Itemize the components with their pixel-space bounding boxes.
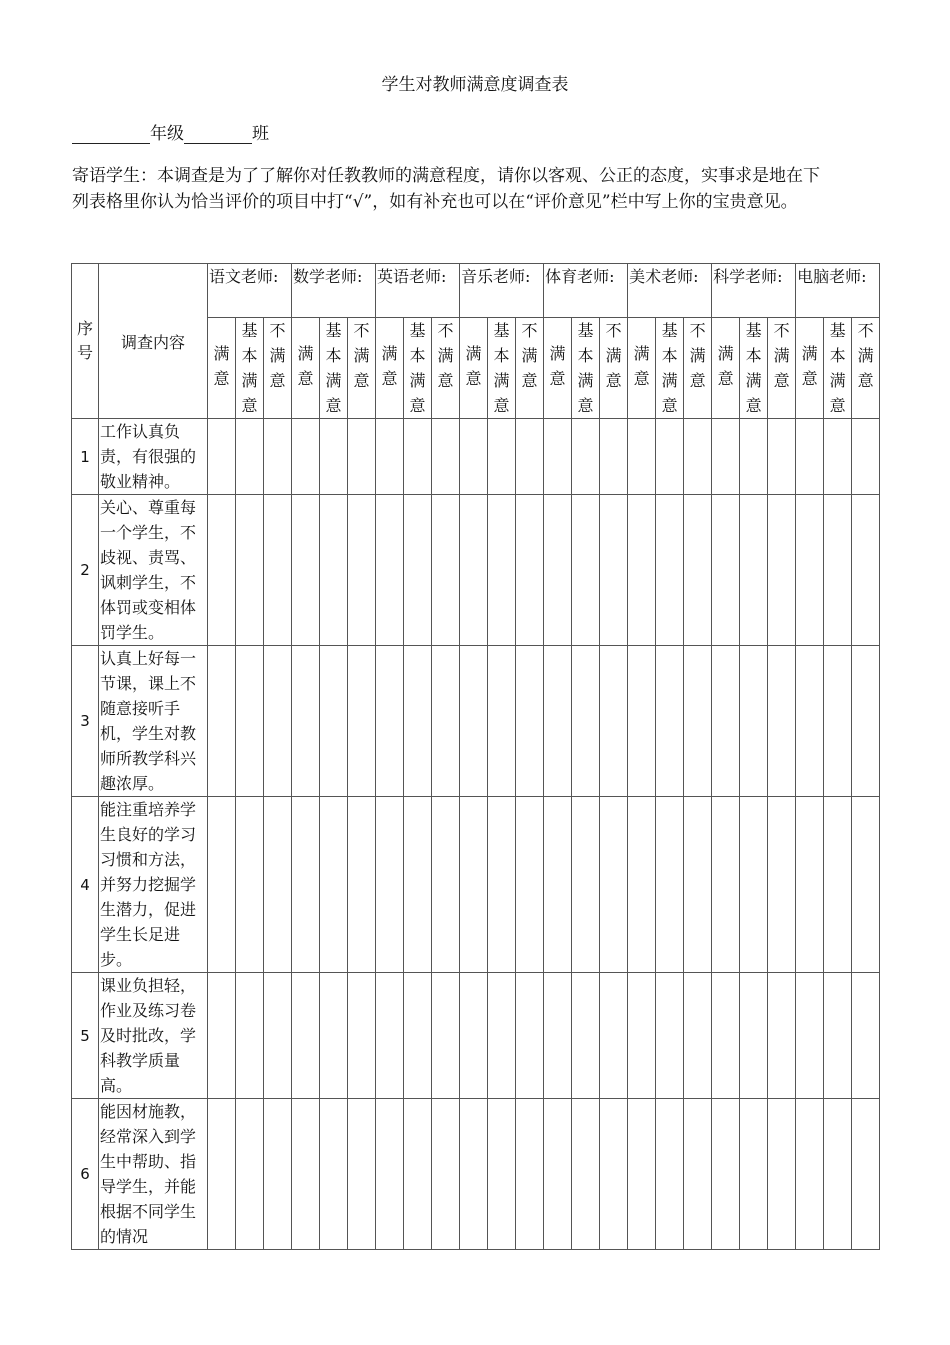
class-label: 班: [252, 124, 269, 144]
rating-cell[interactable]: [824, 797, 852, 973]
rating-cell[interactable]: [320, 797, 348, 973]
rating-cell[interactable]: [292, 646, 320, 797]
option-header: 满意: [208, 318, 236, 419]
rating-cell[interactable]: [236, 419, 264, 495]
row-content: 关心、尊重每一个学生，不歧视、责骂、讽刺学生，不体罚或变相体罚学生。: [99, 495, 208, 646]
table-row: [72, 495, 880, 646]
rating-cell[interactable]: [348, 973, 376, 1099]
rating-cell[interactable]: [656, 646, 684, 797]
rating-cell[interactable]: [264, 419, 292, 495]
rating-cell[interactable]: [320, 495, 348, 646]
rating-cell[interactable]: [264, 646, 292, 797]
rating-cell[interactable]: [628, 495, 656, 646]
rating-cell[interactable]: [740, 495, 768, 646]
rating-cell[interactable]: [516, 646, 544, 797]
header-row-teachers: [72, 264, 880, 318]
rating-cell[interactable]: [460, 495, 488, 646]
row-number: 6: [72, 1099, 99, 1250]
rating-cell[interactable]: [684, 495, 712, 646]
rating-cell[interactable]: [768, 419, 796, 495]
rating-cell[interactable]: [264, 495, 292, 646]
option-header: 基本满意: [824, 318, 852, 419]
rating-cell[interactable]: [600, 646, 628, 797]
rating-cell[interactable]: [712, 797, 740, 973]
teacher-header: 语文老师:: [208, 264, 292, 318]
class-blank[interactable]: [184, 125, 252, 144]
rating-cell[interactable]: [656, 797, 684, 973]
rating-cell[interactable]: [348, 495, 376, 646]
row-content: 认真上好每一节课，课上不随意接听手机，学生对教师所教学科兴趣浓厚。: [99, 646, 208, 797]
rating-cell[interactable]: [572, 1099, 600, 1250]
rating-cell[interactable]: [376, 646, 404, 797]
rating-cell[interactable]: [292, 973, 320, 1099]
row-content: 工作认真负责，有很强的敬业精神。: [99, 419, 208, 495]
rating-cell[interactable]: [544, 797, 572, 973]
teacher-header: 音乐老师:: [460, 264, 544, 318]
rating-cell[interactable]: [264, 973, 292, 1099]
rating-cell[interactable]: [712, 419, 740, 495]
option-header: 满意: [460, 318, 488, 419]
rating-cell[interactable]: [796, 797, 824, 973]
rating-cell[interactable]: [600, 495, 628, 646]
intro-text: 寄语学生：本调查是为了了解你对任教教师的满意程度，请你以客观、公正的态度，实事求是地在下列表格里你认为恰当评价的项目中打“√”，如有补充也可以在“评价意见”栏中写上你的宝贵意见。: [72, 166, 820, 212]
rating-cell[interactable]: [208, 646, 236, 797]
row-number: 3: [72, 646, 99, 797]
table-row: [72, 646, 880, 797]
rating-cell[interactable]: [572, 973, 600, 1099]
rating-cell[interactable]: [572, 797, 600, 973]
grade-label: 年级: [150, 124, 184, 144]
teacher-header: 电脑老师:: [796, 264, 880, 318]
rating-cell[interactable]: [712, 646, 740, 797]
rating-cell[interactable]: [768, 973, 796, 1099]
rating-cell[interactable]: [740, 973, 768, 1099]
rating-cell[interactable]: [236, 646, 264, 797]
option-header: 不满意: [516, 318, 544, 419]
rating-cell[interactable]: [712, 495, 740, 646]
rating-cell[interactable]: [740, 797, 768, 973]
rating-cell[interactable]: [684, 419, 712, 495]
rating-cell[interactable]: [712, 1099, 740, 1250]
rating-cell[interactable]: [348, 1099, 376, 1250]
row-content: 能注重培养学生良好的学习习惯和方法，并努力挖掘学生潜力，促进学生长足进步。: [99, 797, 208, 973]
option-header: 不满意: [768, 318, 796, 419]
rating-cell[interactable]: [628, 646, 656, 797]
rating-cell[interactable]: [208, 973, 236, 1099]
rating-cell[interactable]: [348, 419, 376, 495]
rating-cell[interactable]: [740, 1099, 768, 1250]
rating-cell[interactable]: [768, 797, 796, 973]
rating-cell[interactable]: [852, 797, 880, 973]
rating-cell[interactable]: [852, 495, 880, 646]
survey-table: [71, 263, 880, 1250]
option-header: 基本满意: [236, 318, 264, 419]
rating-cell[interactable]: [376, 495, 404, 646]
rating-cell[interactable]: [376, 797, 404, 973]
rating-cell[interactable]: [488, 797, 516, 973]
option-header: 基本满意: [488, 318, 516, 419]
rating-cell[interactable]: [544, 973, 572, 1099]
rating-cell[interactable]: [544, 495, 572, 646]
option-header: 不满意: [684, 318, 712, 419]
rating-cell[interactable]: [208, 797, 236, 973]
rating-cell[interactable]: [292, 495, 320, 646]
row-content: 能因材施教，经常深入到学生中帮助、指导学生，并能根据不同学生的情况: [99, 1099, 208, 1250]
rating-cell[interactable]: [796, 973, 824, 1099]
row-number: 1: [72, 419, 99, 495]
table-row: [72, 1099, 880, 1250]
option-header: 满意: [292, 318, 320, 419]
option-header: 不满意: [432, 318, 460, 419]
rating-cell[interactable]: [404, 646, 432, 797]
seq-header: 序号: [72, 264, 99, 419]
rating-cell[interactable]: [796, 419, 824, 495]
rating-cell[interactable]: [684, 646, 712, 797]
rating-cell[interactable]: [432, 1099, 460, 1250]
rating-cell[interactable]: [656, 1099, 684, 1250]
rating-cell[interactable]: [600, 419, 628, 495]
rating-cell[interactable]: [264, 797, 292, 973]
teacher-header: 英语老师:: [376, 264, 460, 318]
rating-cell[interactable]: [656, 419, 684, 495]
rating-cell[interactable]: [264, 1099, 292, 1250]
grade-blank[interactable]: [72, 125, 150, 144]
rating-cell[interactable]: [516, 495, 544, 646]
page-title: 学生对教师满意度调查表: [381, 75, 569, 95]
rating-cell[interactable]: [852, 419, 880, 495]
rating-cell[interactable]: [852, 646, 880, 797]
option-header: 基本满意: [740, 318, 768, 419]
rating-cell[interactable]: [432, 797, 460, 973]
rating-cell[interactable]: [488, 646, 516, 797]
rating-cell[interactable]: [292, 419, 320, 495]
rating-cell[interactable]: [376, 1099, 404, 1250]
rating-cell[interactable]: [740, 419, 768, 495]
row-number: 5: [72, 973, 99, 1099]
rating-cell[interactable]: [236, 495, 264, 646]
rating-cell[interactable]: [544, 419, 572, 495]
rating-cell[interactable]: [656, 973, 684, 1099]
teacher-header: 数学老师:: [292, 264, 376, 318]
table-row: [72, 419, 880, 495]
rating-cell[interactable]: [572, 646, 600, 797]
rating-cell[interactable]: [320, 973, 348, 1099]
rating-cell[interactable]: [432, 973, 460, 1099]
rating-cell[interactable]: [824, 646, 852, 797]
rating-cell[interactable]: [488, 419, 516, 495]
rating-cell[interactable]: [600, 973, 628, 1099]
option-header: 不满意: [600, 318, 628, 419]
rating-cell[interactable]: [432, 419, 460, 495]
rating-cell[interactable]: [404, 1099, 432, 1250]
rating-cell[interactable]: [320, 419, 348, 495]
rating-cell[interactable]: [404, 973, 432, 1099]
rating-cell[interactable]: [320, 646, 348, 797]
rating-cell[interactable]: [824, 973, 852, 1099]
rating-cell[interactable]: [656, 495, 684, 646]
rating-cell[interactable]: [460, 797, 488, 973]
rating-cell[interactable]: [292, 797, 320, 973]
option-header: 不满意: [264, 318, 292, 419]
option-header: 基本满意: [404, 318, 432, 419]
rating-cell[interactable]: [768, 495, 796, 646]
rating-cell[interactable]: [544, 1099, 572, 1250]
rating-cell[interactable]: [236, 1099, 264, 1250]
rating-cell[interactable]: [320, 1099, 348, 1250]
rating-cell[interactable]: [628, 1099, 656, 1250]
rating-cell[interactable]: [628, 797, 656, 973]
rating-cell[interactable]: [208, 1099, 236, 1250]
rating-cell[interactable]: [572, 419, 600, 495]
option-header: 基本满意: [572, 318, 600, 419]
option-header: 满意: [376, 318, 404, 419]
rating-cell[interactable]: [348, 646, 376, 797]
option-header: 基本满意: [656, 318, 684, 419]
row-number: 2: [72, 495, 99, 646]
rating-cell[interactable]: [712, 973, 740, 1099]
rating-cell[interactable]: [460, 1099, 488, 1250]
rating-cell[interactable]: [796, 1099, 824, 1250]
rating-cell[interactable]: [852, 1099, 880, 1250]
rating-cell[interactable]: [684, 797, 712, 973]
grade-class-line: [72, 119, 269, 144]
option-header: 满意: [796, 318, 824, 419]
option-header: 基本满意: [320, 318, 348, 419]
table-row: [72, 797, 880, 973]
rating-cell[interactable]: [740, 646, 768, 797]
rating-cell[interactable]: [488, 495, 516, 646]
option-header: 满意: [628, 318, 656, 419]
rating-cell[interactable]: [628, 419, 656, 495]
rating-cell[interactable]: [404, 495, 432, 646]
teacher-header: 美术老师:: [628, 264, 712, 318]
rating-cell[interactable]: [824, 419, 852, 495]
rating-cell[interactable]: [796, 495, 824, 646]
content-header: 调查内容: [99, 264, 208, 419]
rating-cell[interactable]: [824, 1099, 852, 1250]
rating-cell[interactable]: [516, 1099, 544, 1250]
rating-cell[interactable]: [488, 973, 516, 1099]
rating-cell[interactable]: [432, 495, 460, 646]
option-header: 不满意: [348, 318, 376, 419]
option-header: 满意: [712, 318, 740, 419]
teacher-header: 科学老师:: [712, 264, 796, 318]
rating-cell[interactable]: [348, 797, 376, 973]
rating-cell[interactable]: [572, 495, 600, 646]
rating-cell[interactable]: [460, 419, 488, 495]
rating-cell[interactable]: [768, 1099, 796, 1250]
rating-cell[interactable]: [236, 973, 264, 1099]
option-header: 满意: [544, 318, 572, 419]
teacher-header: 体育老师:: [544, 264, 628, 318]
rating-cell[interactable]: [852, 973, 880, 1099]
rating-cell[interactable]: [236, 797, 264, 973]
rating-cell[interactable]: [824, 495, 852, 646]
rating-cell[interactable]: [516, 797, 544, 973]
rating-cell[interactable]: [600, 797, 628, 973]
rating-cell[interactable]: [460, 646, 488, 797]
rating-cell[interactable]: [796, 646, 824, 797]
rating-cell[interactable]: [684, 973, 712, 1099]
rating-cell[interactable]: [516, 419, 544, 495]
row-content: 课业负担轻，作业及练习卷及时批改，学科教学质量高。: [99, 973, 208, 1099]
rating-cell[interactable]: [628, 973, 656, 1099]
option-header: 不满意: [852, 318, 880, 419]
rating-cell[interactable]: [684, 1099, 712, 1250]
rating-cell[interactable]: [600, 1099, 628, 1250]
rating-cell[interactable]: [460, 973, 488, 1099]
rating-cell[interactable]: [376, 419, 404, 495]
rating-cell[interactable]: [208, 419, 236, 495]
rating-cell[interactable]: [432, 646, 460, 797]
rating-cell[interactable]: [516, 973, 544, 1099]
rating-cell[interactable]: [768, 646, 796, 797]
rating-cell[interactable]: [488, 1099, 516, 1250]
rating-cell[interactable]: [404, 797, 432, 973]
table-row: [72, 973, 880, 1099]
rating-cell[interactable]: [292, 1099, 320, 1250]
rating-cell[interactable]: [208, 495, 236, 646]
row-number: 4: [72, 797, 99, 973]
rating-cell[interactable]: [404, 419, 432, 495]
rating-cell[interactable]: [544, 646, 572, 797]
rating-cell[interactable]: [376, 973, 404, 1099]
